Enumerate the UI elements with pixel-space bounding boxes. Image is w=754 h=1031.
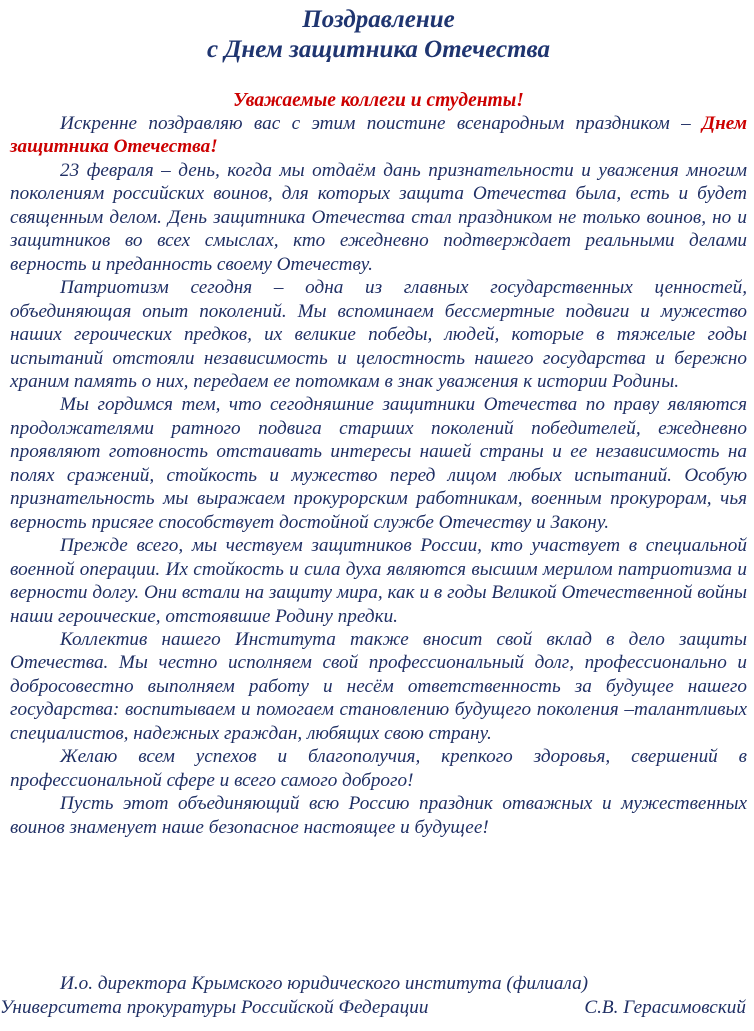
paragraph: Коллектив нашего Института также вносит свой вклад в дело защиты Отечества. Мы честно исполняем свой профессиональный долг, профессионально и добросовестно выполняем работу и несём ответственность за будущее нашего государства: воспитываем и помогаем становлению будущего поколения –талантливых специалистов, надежных граждан, любящих свою страну. — [10, 628, 747, 744]
signature-name: С.В. Герасимовский — [584, 996, 746, 1018]
holiday-name: Днем защитника Отечества! — [10, 113, 747, 158]
title-line-1: Поздравление — [302, 6, 455, 33]
paragraph: Пусть этот объединяющий всю Россию праздник отважных и мужественных воинов знаменует наше безопасное настоящее и будущее! — [10, 793, 747, 838]
letter-page — [10, 0, 747, 839]
signature-block — [0, 972, 754, 1019]
paragraph: Желаю всем успехов и благополучия, крепкого здоровья, свершений в профессиональной сфере и всего самого доброго! — [10, 746, 747, 791]
paragraph: Патриотизм сегодня – одна из главных государственных ценностей, объединяющая опыт поколений. Мы вспоминаем бессмертные подвиги и мужество наших героических предков, их великие победы, людей, которые в тяжелые годы испытаний отстояли независимость и целостность нашего государства и бережно храним память о них, передаем ее потомкам в знак уважения к истории Родины. — [10, 277, 747, 392]
signature-line — [0, 996, 754, 1020]
paragraph-intro — [10, 112, 747, 159]
paragraph: Мы гордимся тем, что сегодняшние защитники Отечества по праву являются продолжателями ратного подвига старших поколений победителей, ежедневно проявляют готовность отстаивать интересы нашей страны и ее независимость на полях сражений, стойкость и мужество перед лицом любых испытаний. Особую признательность мы выражаем прокурорским работникам, военным прокурорам, чья верность присяге способствует достойной службе Отечеству и Закону. — [10, 394, 747, 533]
paragraph: 23 февраля – день, когда мы отдаём дань признательности и уважения многим поколениям российских воинов, для которых защита Отечества была, есть и будет священным делом. День защитника Отечества стал праздником не только воинов, но и защитников во всех смыслах, кто ежедневно подтверждает реальными делами верность и преданность своему Отечеству. — [10, 159, 747, 275]
title-line-2: с Днем защитника Отечества — [206, 36, 551, 63]
signature-position: И.о. директора Крымского юридического института (филиала) — [60, 973, 589, 994]
letter-body — [10, 112, 747, 839]
page-title — [10, 5, 747, 65]
paragraph: Прежде всего, мы чествуем защитников России, кто участвует в специальной военной операции. Их стойкость и сила духа являются высшим мерилом патриотизма и верности долгу. Они встали на защиту мира, как и в годы Великой Отечественной войны наши героические, отстоявшие Родину предки. — [10, 535, 747, 627]
signature-organization: Университета прокуратуры Российской Федерации — [0, 996, 429, 1018]
greeting: Уважаемые коллеги и студенты! — [233, 90, 524, 111]
intro-text: Искренне поздравляю вас с этим поистине всенародным праздником – — [60, 113, 703, 134]
